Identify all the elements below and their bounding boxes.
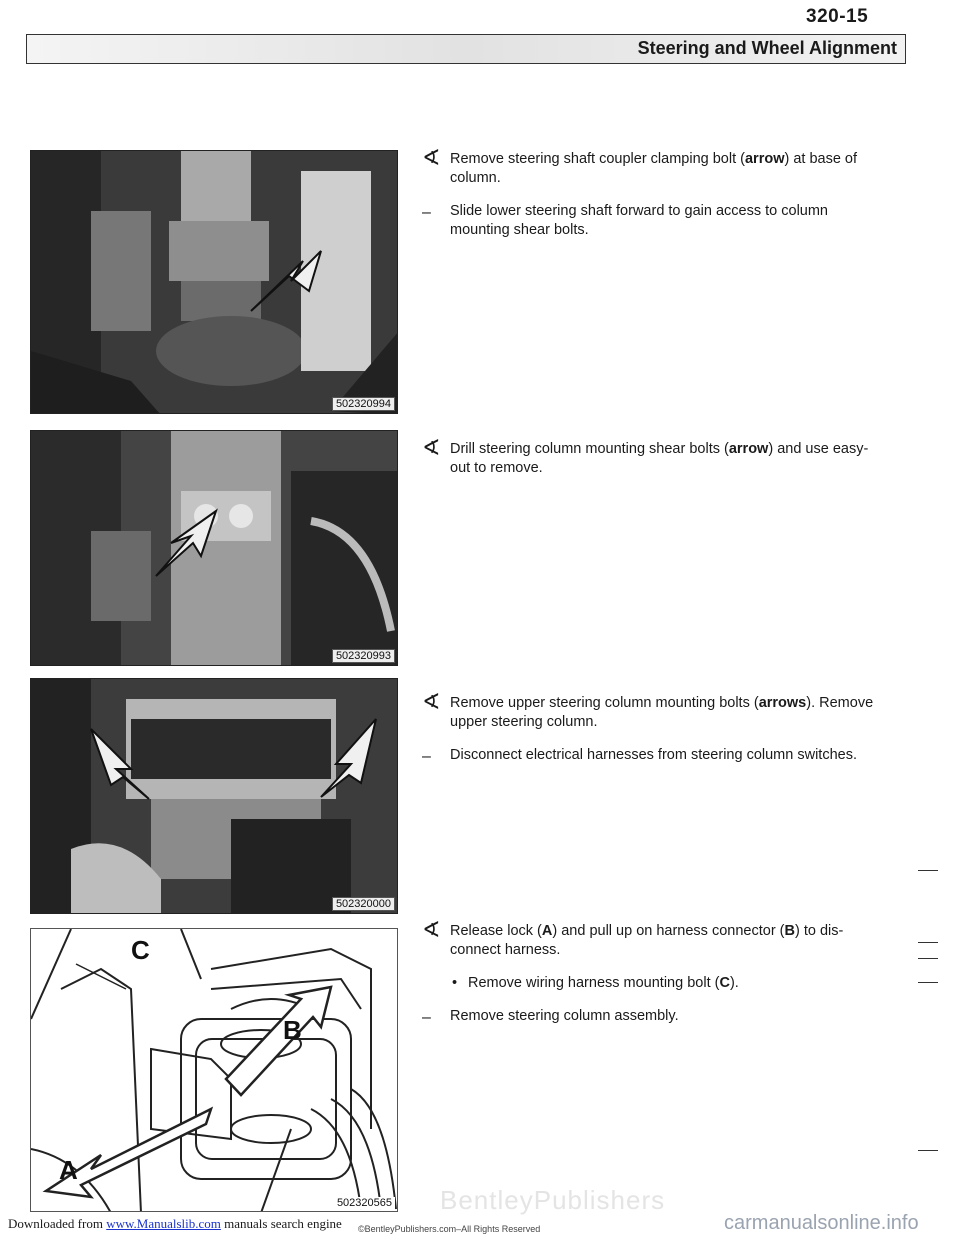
dash-marker: – <box>422 748 431 765</box>
site-watermark: carmanualsonline.info <box>724 1212 919 1234</box>
photo-image <box>31 151 398 414</box>
step-text: Slide lower steering shaft forward to gain access to column mounting shear bolts. <box>450 203 828 238</box>
step-text: ). Remove upper steering column. <box>450 695 874 730</box>
step-bold: arrows <box>758 695 807 711</box>
step <box>418 202 878 240</box>
step-text: Remove upper steering column mounting bolts ( <box>450 695 759 711</box>
arrow-marker-icon: ∢ <box>422 145 441 170</box>
section-title: Steering and Wheel Alignment <box>637 38 897 58</box>
download-suffix: manuals search engine <box>220 1216 342 1231</box>
step-text: ). <box>729 975 739 991</box>
edge-mark <box>918 982 938 983</box>
photo-id: 502320993 <box>332 649 395 663</box>
illustration-harness-connector <box>30 928 398 1212</box>
copyright-notice: ©BentleyPublishers.com–All Rights Reserved <box>358 1224 541 1234</box>
step <box>418 145 878 188</box>
edge-mark <box>918 942 938 943</box>
arrow-marker-icon: ∢ <box>422 435 441 460</box>
step-text: ) and use easy-out to remove. <box>450 441 869 476</box>
illustration-image <box>31 929 398 1212</box>
step <box>418 435 878 478</box>
step-text: Disconnect electrical harnesses from steering column switches. <box>450 747 857 763</box>
label-b: B <box>283 1015 302 1045</box>
edge-mark <box>918 870 938 871</box>
download-prefix: Downloaded from <box>8 1216 107 1231</box>
label-c: C <box>131 935 150 965</box>
instruction-block-2 <box>418 435 878 492</box>
step-bold: arrow <box>744 151 785 167</box>
step-text: ) to dis- connect harness. <box>450 923 844 958</box>
step-bold: arrow <box>728 441 769 457</box>
step <box>418 1007 878 1026</box>
label-a: A <box>59 1155 78 1185</box>
step-text: Remove wiring harness mounting bolt ( <box>468 975 720 991</box>
photo-shear-bolts <box>30 430 398 666</box>
edge-mark <box>918 1150 938 1151</box>
dash-marker: – <box>422 1009 431 1026</box>
photo-image <box>31 679 398 914</box>
step-text: ) at base of column. <box>450 151 858 186</box>
arrow-marker-icon: ∢ <box>422 917 441 942</box>
step <box>418 689 878 732</box>
page-number: 320-15 <box>806 6 869 27</box>
manualslib-link[interactable]: www.Manualslib.com <box>106 1216 221 1231</box>
step-text: Remove steering column assembly. <box>450 1008 679 1024</box>
bullet-step <box>418 974 878 993</box>
bullet-marker: • <box>452 975 458 991</box>
watermark: BentleyPublishers <box>440 1185 666 1215</box>
arrow-marker-icon: ∢ <box>422 689 441 714</box>
step-bold: A <box>541 923 553 939</box>
instruction-block-3 <box>418 689 878 779</box>
photo-id: 502320000 <box>332 897 395 911</box>
photo-id: 502320565 <box>334 1197 395 1209</box>
step-bold: B <box>784 923 795 939</box>
photo-id: 502320994 <box>332 397 395 411</box>
dash-marker: – <box>422 204 431 221</box>
photo-upper-column-bolts <box>30 678 398 914</box>
step-bold: C <box>719 975 730 991</box>
step-text: ) and pull up on harness connector ( <box>552 923 785 939</box>
section-header-bar <box>26 34 906 64</box>
step-text: Drill steering column mounting shear bolts ( <box>450 441 729 457</box>
instruction-block-1 <box>418 145 878 254</box>
step <box>418 746 878 765</box>
photo-image <box>31 431 398 666</box>
step <box>418 917 878 960</box>
step-text: Remove steering shaft coupler clamping bolt ( <box>450 151 745 167</box>
edge-mark <box>918 958 938 959</box>
step-text: Release lock ( <box>450 923 542 939</box>
download-notice <box>8 1216 342 1232</box>
instruction-block-4 <box>418 917 878 1040</box>
photo-steering-coupler <box>30 150 398 414</box>
